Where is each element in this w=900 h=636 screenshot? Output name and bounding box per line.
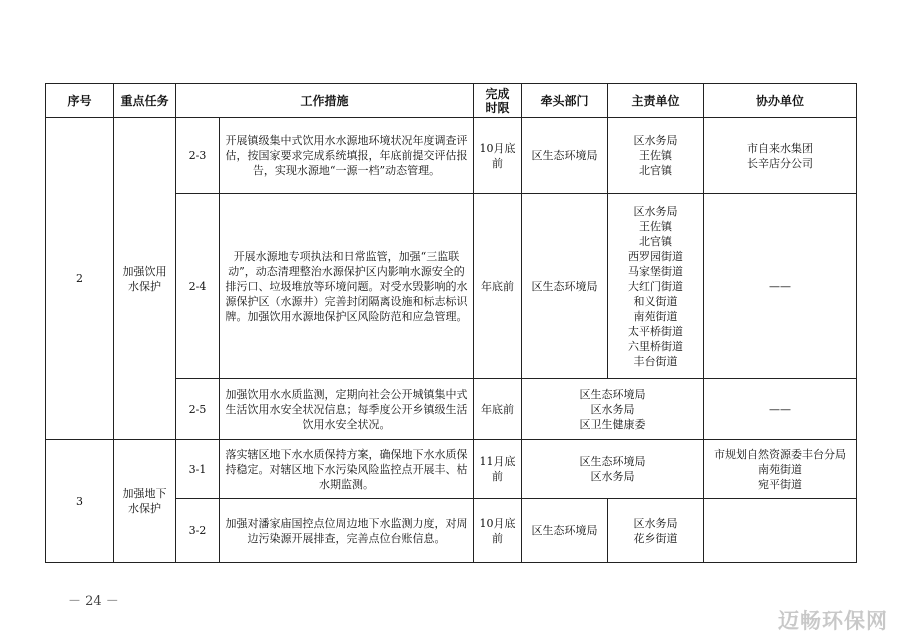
measure-text: 开展水源地专项执法和日常监管，加强“三监联动”，动态清理整治水源保护区内影响水源安全的排污口、垃圾堆放等环境问题。对受水毁影响的水源保护区（水源井）完善封闭隔离设施和标志标识牌。加强饮用水源地保护区风险防范和应急管理。 bbox=[220, 194, 474, 379]
lead-dept-cell: 区生态环境局 bbox=[522, 118, 608, 194]
measure-id: 2-5 bbox=[176, 379, 220, 440]
header-assist-unit: 协办单位 bbox=[704, 84, 857, 118]
measure-text: 落实辖区地下水水质保持方案，确保地下水水质保持稳定。对辖区地下水污染风险监控点开展丰、枯水期监测。 bbox=[220, 440, 474, 499]
resp-unit-cell: 区水务局 王佐镇 北官镇 bbox=[608, 118, 704, 194]
assist-unit-cell: 市自来水集团 长辛店分公司 bbox=[704, 118, 857, 194]
assist-unit-cell: 市规划自然资源委丰台分局 南苑街道 宛平街道 bbox=[704, 440, 857, 499]
header-measures: 工作措施 bbox=[176, 84, 474, 118]
resp-unit-cell: 区水务局 花乡街道 bbox=[608, 499, 704, 563]
page-number: － 24 － bbox=[68, 594, 119, 609]
measure-id: 2-3 bbox=[176, 118, 220, 194]
group-task: 加强饮用 水保护 bbox=[114, 118, 176, 440]
header-seq: 序号 bbox=[46, 84, 114, 118]
measure-text: 加强饮用水水质监测，定期向社会公开城镇集中式生活饮用水安全状况信息；每季度公开乡镇级生活饮用水安全状况。 bbox=[220, 379, 474, 440]
deadline-cell: 年底前 bbox=[474, 379, 522, 440]
deadline-cell: 10月底 前 bbox=[474, 118, 522, 194]
measure-id: 2-4 bbox=[176, 194, 220, 379]
header-resp-unit: 主责单位 bbox=[608, 84, 704, 118]
assist-unit-cell: —— bbox=[704, 194, 857, 379]
group-task: 加强地下 水保护 bbox=[114, 440, 176, 563]
resp-unit-cell: 区水务局 王佐镇 北官镇 西罗园街道 马家堡街道 大红门街道 和义街道 南苑街道 太平桥街道 六里桥街道 丰台街道 bbox=[608, 194, 704, 379]
header-deadline: 完成 时限 bbox=[474, 84, 522, 118]
deadline-cell: 10月底 前 bbox=[474, 499, 522, 563]
table-row bbox=[46, 118, 857, 194]
lead-resp-merged-cell: 区生态环境局 区水务局 bbox=[522, 440, 704, 499]
table-row bbox=[46, 440, 857, 499]
measure-id: 3-1 bbox=[176, 440, 220, 499]
deadline-cell: 11月底 前 bbox=[474, 440, 522, 499]
group-seq: 2 bbox=[46, 118, 114, 440]
deadline-cell: 年底前 bbox=[474, 194, 522, 379]
lead-resp-merged-cell: 区生态环境局 区水务局 区卫生健康委 bbox=[522, 379, 704, 440]
watermark: 迈畅环保网 bbox=[778, 609, 888, 633]
assist-unit-cell bbox=[704, 499, 857, 563]
header-task: 重点任务 bbox=[114, 84, 176, 118]
task-table bbox=[45, 83, 857, 563]
measure-id: 3-2 bbox=[176, 499, 220, 563]
header-lead-dept: 牵头部门 bbox=[522, 84, 608, 118]
assist-unit-cell: —— bbox=[704, 379, 857, 440]
header-row bbox=[46, 84, 857, 118]
lead-dept-cell: 区生态环境局 bbox=[522, 499, 608, 563]
group-seq: 3 bbox=[46, 440, 114, 563]
measure-text: 加强对潘家庙国控点位周边地下水监测力度，对周边污染源开展排查，完善点位台账信息。 bbox=[220, 499, 474, 563]
lead-dept-cell: 区生态环境局 bbox=[522, 194, 608, 379]
measure-text: 开展镇级集中式饮用水水源地环境状况年度调查评估，按国家要求完成系统填报，年底前提交评估报告，实现水源地“一源一档”动态管理。 bbox=[220, 118, 474, 194]
